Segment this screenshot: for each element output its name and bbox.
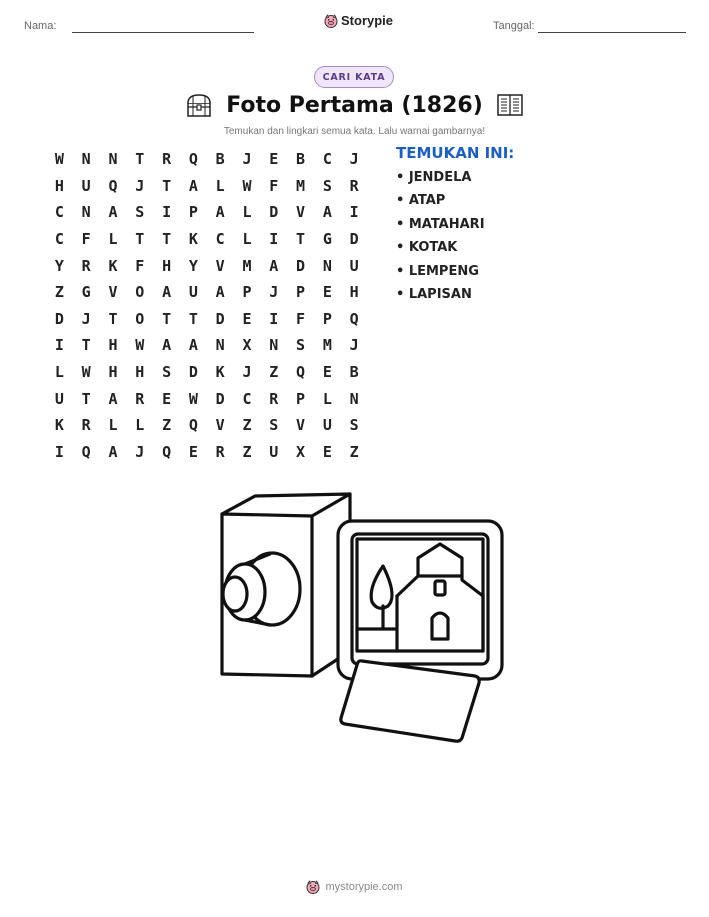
grid-letter[interactable]: A	[215, 283, 225, 302]
grid-letter[interactable]: U	[81, 176, 91, 195]
grid-letter[interactable]: H	[349, 283, 359, 302]
grid-letter[interactable]: T	[135, 230, 145, 249]
grid-letter[interactable]: D	[215, 309, 225, 328]
grid-letter[interactable]: N	[81, 203, 91, 222]
grid-letter[interactable]: X	[296, 442, 306, 461]
grid-letter[interactable]: J	[135, 176, 145, 195]
grid-letter[interactable]: D	[349, 230, 359, 249]
title-row	[0, 92, 709, 118]
grid-letter[interactable]: S	[269, 416, 279, 435]
grid-letter[interactable]: P	[296, 389, 306, 408]
grid-letter[interactable]: T	[162, 309, 172, 328]
grid-letter[interactable]: H	[135, 363, 145, 382]
grid-letter[interactable]: Z	[349, 442, 359, 461]
grid-letter[interactable]: D	[54, 309, 64, 328]
grid-letter[interactable]: Z	[162, 416, 172, 435]
grid-letter[interactable]: A	[269, 256, 279, 275]
grid-letter[interactable]: C	[215, 230, 225, 249]
grid-letter[interactable]: A	[162, 336, 172, 355]
grid-letter[interactable]: S	[135, 203, 145, 222]
grid-letter[interactable]: T	[162, 176, 172, 195]
grid-letter[interactable]: S	[349, 416, 359, 435]
grid-letter[interactable]: S	[322, 176, 332, 195]
grid-letter[interactable]: V	[296, 203, 306, 222]
grid-letter[interactable]: K	[54, 416, 64, 435]
grid-letter[interactable]: R	[81, 256, 91, 275]
grid-letter[interactable]: W	[188, 389, 198, 408]
grid-letter[interactable]: E	[322, 283, 332, 302]
pig-icon	[306, 880, 320, 894]
grid-letter[interactable]: Q	[188, 416, 198, 435]
grid-letter[interactable]: Z	[242, 416, 252, 435]
grid-letter[interactable]: K	[108, 256, 118, 275]
grid-letter[interactable]: C	[242, 389, 252, 408]
word-list-title: TEMUKAN INI:	[396, 144, 515, 162]
grid-letter[interactable]: T	[296, 230, 306, 249]
word-list	[396, 170, 485, 310]
grid-letter[interactable]: B	[349, 363, 359, 382]
grid-letter[interactable]: J	[135, 442, 145, 461]
grid-letter[interactable]: Q	[296, 363, 306, 382]
grid-letter[interactable]: D	[188, 363, 198, 382]
grid-letter[interactable]: P	[322, 309, 332, 328]
grid-letter[interactable]: R	[349, 176, 359, 195]
grid-letter[interactable]: L	[108, 230, 118, 249]
grid-letter[interactable]: Y	[54, 256, 64, 275]
grid-letter[interactable]: Z	[54, 283, 64, 302]
grid-letter[interactable]: D	[215, 389, 225, 408]
grid-letter[interactable]: L	[54, 363, 64, 382]
grid-letter[interactable]: E	[322, 442, 332, 461]
word-item: • LEMPENG	[396, 263, 479, 279]
grid-letter[interactable]: I	[349, 203, 359, 222]
grid-letter[interactable]: O	[135, 283, 145, 302]
word-item: • JENDELA	[396, 170, 472, 185]
brand-logo	[324, 13, 393, 28]
grid-letter[interactable]: K	[188, 230, 198, 249]
grid-letter[interactable]: Z	[269, 363, 279, 382]
grid-letter[interactable]: U	[269, 442, 279, 461]
grid-letter[interactable]: N	[215, 336, 225, 355]
grid-letter[interactable]: I	[269, 309, 279, 328]
grid-letter[interactable]: W	[242, 176, 252, 195]
grid-letter[interactable]: V	[296, 416, 306, 435]
grid-letter[interactable]: F	[296, 309, 306, 328]
grid-letter[interactable]: J	[269, 283, 279, 302]
treasure-chest-icon	[184, 92, 214, 118]
grid-letter[interactable]: L	[135, 416, 145, 435]
grid-letter[interactable]: R	[81, 416, 91, 435]
grid-letter[interactable]: Q	[349, 309, 359, 328]
word-search-grid	[46, 146, 368, 465]
grid-letter[interactable]: R	[135, 389, 145, 408]
grid-letter[interactable]: D	[296, 256, 306, 275]
grid-letter[interactable]: B	[215, 150, 225, 169]
grid-letter[interactable]: M	[242, 256, 252, 275]
word-item: • KOTAK	[396, 240, 458, 256]
grid-letter[interactable]: W	[135, 336, 145, 355]
grid-letter[interactable]: A	[108, 442, 118, 461]
activity-badge: CARI KATA	[314, 66, 394, 88]
grid-letter[interactable]: W	[81, 363, 91, 382]
grid-letter[interactable]: A	[162, 283, 172, 302]
grid-letter[interactable]: N	[269, 336, 279, 355]
grid-letter[interactable]: A	[188, 336, 198, 355]
grid-letter[interactable]: M	[322, 336, 332, 355]
grid-letter[interactable]: I	[269, 230, 279, 249]
grid-letter[interactable]: Q	[81, 442, 91, 461]
grid-letter[interactable]: M	[296, 176, 306, 195]
grid-letter[interactable]: R	[215, 442, 225, 461]
grid-letter[interactable]: Q	[188, 150, 198, 169]
grid-letter[interactable]: V	[215, 256, 225, 275]
grid-letter[interactable]: J	[242, 363, 252, 382]
grid-letter[interactable]: V	[215, 416, 225, 435]
grid-letter[interactable]: A	[215, 203, 225, 222]
grid-letter[interactable]: J	[349, 336, 359, 355]
grid-letter[interactable]: Y	[188, 256, 198, 275]
word-item: • ATAP	[396, 193, 446, 209]
grid-letter[interactable]: L	[242, 203, 252, 222]
date-line[interactable]	[538, 32, 686, 33]
grid-letter[interactable]: G	[322, 230, 332, 249]
grid-letter[interactable]: T	[81, 336, 91, 355]
grid-letter[interactable]: U	[349, 256, 359, 275]
grid-letter[interactable]: E	[322, 363, 332, 382]
grid-letter[interactable]: E	[162, 389, 172, 408]
window-shutter-icon	[495, 92, 525, 118]
instructions: Temukan dan lingkari semua kata. Lalu warnai gambarnya!	[223, 126, 486, 137]
grid-letter[interactable]: A	[188, 176, 198, 195]
grid-letter[interactable]: L	[242, 230, 252, 249]
grid-letter[interactable]: U	[188, 283, 198, 302]
grid-letter[interactable]: I	[54, 336, 64, 355]
grid-letter[interactable]: T	[162, 230, 172, 249]
grid-letter[interactable]: K	[215, 363, 225, 382]
grid-letter[interactable]: F	[269, 176, 279, 195]
camera-obscura-illustration	[200, 486, 510, 746]
grid-letter[interactable]: W	[54, 150, 64, 169]
grid-letter[interactable]: R	[162, 150, 172, 169]
grid-letter[interactable]: E	[242, 309, 252, 328]
grid-letter[interactable]: D	[269, 203, 279, 222]
grid-letter[interactable]: U	[322, 416, 332, 435]
grid-letter[interactable]: I	[54, 442, 64, 461]
grid-letter[interactable]: N	[349, 389, 359, 408]
footer	[0, 880, 709, 894]
name-label: Nama:	[24, 20, 57, 32]
grid-letter[interactable]: X	[242, 336, 252, 355]
grid-letter[interactable]: F	[135, 256, 145, 275]
grid-letter[interactable]: C	[54, 203, 64, 222]
grid-letter[interactable]: Q	[162, 442, 172, 461]
grid-letter[interactable]: C	[322, 150, 332, 169]
grid-letter[interactable]: T	[81, 389, 91, 408]
name-line[interactable]	[72, 32, 254, 33]
grid-letter[interactable]: R	[269, 389, 279, 408]
page-title: Foto Pertama (1826)	[226, 92, 483, 118]
grid-letter[interactable]: G	[81, 283, 91, 302]
grid-letter[interactable]: A	[322, 203, 332, 222]
grid-letter[interactable]: S	[296, 336, 306, 355]
grid-letter[interactable]: L	[322, 389, 332, 408]
grid-letter[interactable]: O	[135, 309, 145, 328]
grid-letter[interactable]: B	[296, 150, 306, 169]
grid-letter[interactable]: H	[108, 363, 118, 382]
grid-letter[interactable]: S	[162, 363, 172, 382]
grid-letter[interactable]: V	[108, 283, 118, 302]
date-label: Tanggal:	[493, 20, 535, 32]
grid-letter[interactable]: L	[108, 416, 118, 435]
grid-letter[interactable]: P	[188, 203, 198, 222]
grid-letter[interactable]: U	[54, 389, 64, 408]
grid-letter[interactable]: P	[242, 283, 252, 302]
grid-letter[interactable]: A	[108, 389, 118, 408]
grid-letter[interactable]: N	[81, 150, 91, 169]
grid-letter[interactable]: N	[322, 256, 332, 275]
grid-letter[interactable]: T	[108, 309, 118, 328]
grid-letter[interactable]: J	[242, 150, 252, 169]
grid-letter[interactable]: J	[81, 309, 91, 328]
grid-letter[interactable]: E	[188, 442, 198, 461]
grid-letter[interactable]: T	[135, 150, 145, 169]
grid-letter[interactable]: L	[215, 176, 225, 195]
word-item: • LAPISAN	[396, 286, 472, 302]
grid-letter[interactable]: E	[269, 150, 279, 169]
grid-letter[interactable]: C	[54, 230, 64, 249]
brand-name: Storypie	[341, 13, 394, 28]
grid-letter[interactable]: Q	[108, 176, 118, 195]
grid-letter[interactable]: T	[188, 309, 198, 328]
grid-letter[interactable]: H	[162, 256, 172, 275]
grid-letter[interactable]: J	[349, 150, 359, 169]
grid-letter[interactable]: N	[108, 150, 118, 169]
pig-icon	[324, 14, 338, 28]
grid-letter[interactable]: I	[162, 203, 172, 222]
grid-letter[interactable]: P	[296, 283, 306, 302]
word-item: • MATAHARI	[396, 216, 485, 232]
grid-letter[interactable]: A	[108, 203, 118, 222]
grid-letter[interactable]: H	[108, 336, 118, 355]
grid-letter[interactable]: H	[54, 176, 64, 195]
grid-letter[interactable]: Z	[242, 442, 252, 461]
footer-link[interactable]: mystorypie.com	[325, 881, 403, 893]
grid-letter[interactable]: F	[81, 230, 91, 249]
